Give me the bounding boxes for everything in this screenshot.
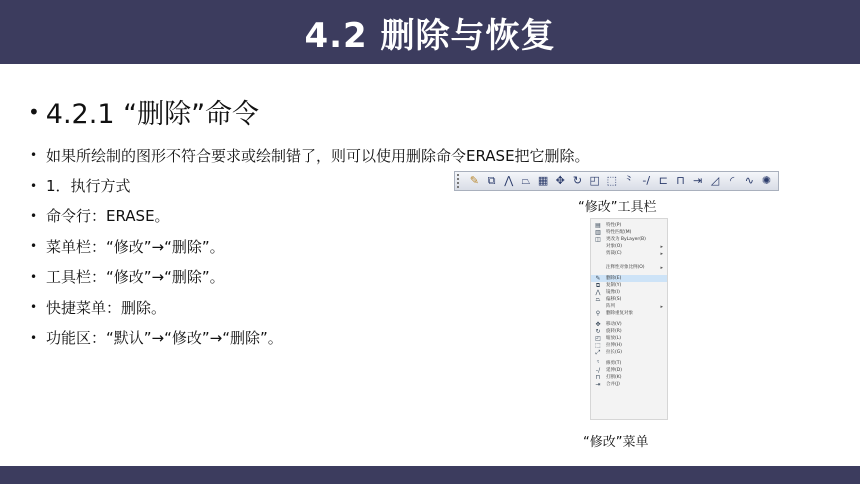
bullet-text: 如果所绘制的图形不符合要求或绘制错了，则可以使用删除命令ERASE把它删除。 — [46, 146, 590, 165]
submenu-arrow-icon: ▸ — [660, 264, 663, 271]
bullet-dot: • — [30, 148, 38, 163]
delete-duplicate-icon: ⚲ — [595, 309, 601, 317]
menu-item[interactable] — [591, 229, 667, 236]
menu-item-icon-blank — [593, 251, 603, 257]
menu-item[interactable] — [591, 328, 667, 335]
menu-item-label: 偏移(S) — [606, 296, 622, 302]
copy-icon: ⧉ — [595, 281, 601, 289]
menu-item[interactable] — [591, 381, 667, 388]
menu-item[interactable] — [591, 243, 667, 250]
modify-toolbar — [454, 171, 779, 191]
scale-icon[interactable]: ◰ — [589, 174, 600, 187]
menu-item-label: 移动(V) — [606, 321, 622, 327]
extend-icon[interactable]: -/ — [642, 174, 651, 187]
explode-icon[interactable]: ✺ — [761, 174, 772, 187]
bullet-text: 菜单栏：“修改”→“删除”。 — [46, 237, 225, 256]
menu-item-icon-blank — [593, 258, 603, 264]
bullet-text: 快捷菜单：删除。 — [46, 298, 167, 317]
submenu-arrow-icon: ▸ — [660, 250, 663, 257]
properties-icon: ▤ — [595, 221, 601, 229]
mirror-icon: ⋀ — [595, 288, 601, 296]
menu-item[interactable] — [591, 342, 667, 349]
menu-item[interactable] — [591, 296, 667, 303]
erase-icon[interactable]: ✎ — [469, 174, 479, 187]
bullet-dot: • — [30, 300, 38, 315]
copy-icon[interactable]: ⧉ — [487, 174, 496, 187]
section-heading — [28, 92, 259, 131]
menu-item-icon-blank — [593, 304, 603, 310]
move-icon: ✥ — [595, 320, 601, 328]
mirror-icon[interactable]: ⋀ — [504, 174, 514, 187]
bullet-text: 功能区：“默认”→“修改”→“删除”。 — [46, 329, 283, 348]
blend-curves-icon[interactable]: ∿ — [744, 174, 754, 187]
menu-item-label: 拉长(G) — [606, 349, 622, 355]
menu-item[interactable] — [591, 236, 667, 243]
stretch-icon: ⬚ — [595, 341, 601, 349]
menu-item-label: 延伸(D) — [606, 367, 622, 373]
bullet-dot: • — [30, 178, 38, 193]
menu-item-label: 打断(K) — [606, 374, 622, 380]
menu-item-label: 注释性对象比例(O) — [606, 264, 645, 270]
menu-item[interactable] — [591, 335, 667, 342]
menu-item-label: 缩放(L) — [606, 335, 622, 341]
menu-item-label: 镜像(I) — [606, 289, 620, 295]
title-bar — [0, 0, 860, 64]
bullet-dot: • — [30, 239, 38, 254]
bullet-text: 1．执行方式 — [46, 177, 131, 196]
menu-item[interactable] — [591, 349, 667, 356]
bullet-dot: • — [30, 208, 38, 223]
menu-item[interactable] — [591, 250, 667, 257]
menu-item[interactable] — [591, 374, 667, 381]
menu-item[interactable] — [591, 367, 667, 374]
menu-item[interactable] — [591, 303, 667, 310]
menu-item-label: 更改为 ByLayer(B) — [606, 236, 646, 242]
menu-item-label: 合并(J) — [606, 381, 620, 387]
menu-item[interactable] — [591, 289, 667, 296]
menu-item-label: 剪裁(C) — [606, 250, 622, 256]
section-heading-text: 4.2.1 “删除”命令 — [45, 99, 260, 130]
erase-icon: ✎ — [595, 274, 601, 282]
menu-item[interactable] — [591, 222, 667, 229]
menu-item-label: 拉伸(H) — [606, 342, 622, 348]
join-icon[interactable]: ⇥ — [693, 174, 703, 187]
menu-item-label: 删除(E) — [606, 275, 622, 281]
submenu-arrow-icon: ▸ — [660, 243, 663, 250]
menu-item[interactable] — [591, 321, 667, 328]
slide-title: 4.2 删除与恢复 — [304, 15, 556, 56]
rotate-icon[interactable]: ↻ — [572, 174, 583, 187]
rotate-icon: ↻ — [595, 327, 601, 335]
array-icon[interactable]: ▦ — [537, 174, 549, 187]
menu-item[interactable] — [591, 264, 667, 271]
join-icon: ⇥ — [595, 380, 601, 388]
lengthen-icon: ⤢ — [595, 348, 601, 356]
toolbar-caption: “修改”工具栏 — [578, 200, 657, 215]
break-icon: ⊓ — [595, 373, 601, 381]
menu-item-label: 特性(P) — [606, 222, 622, 228]
bullet-text: 命令行：ERASE。 — [46, 207, 170, 226]
submenu-arrow-icon: ▸ — [660, 303, 663, 310]
menu-item-label: 修剪(T) — [606, 360, 622, 366]
change-to-bylayer-icon: ◫ — [595, 235, 601, 243]
stretch-icon[interactable]: ⬚ — [606, 174, 618, 187]
break-icon[interactable]: ⊓ — [676, 174, 685, 187]
footer-bar — [0, 466, 860, 484]
move-icon[interactable]: ✥ — [555, 174, 565, 187]
menu-item — [591, 257, 667, 264]
menu-caption: “修改”菜单 — [583, 435, 649, 450]
fillet-icon[interactable]: ◜ — [730, 174, 735, 187]
bullet-dot: • — [30, 269, 38, 284]
break-at-point-icon[interactable]: ⊏ — [658, 174, 669, 187]
trim-icon: ⺀ — [594, 359, 601, 367]
offset-icon: ⏢ — [595, 295, 601, 303]
extend-icon: -/ — [595, 366, 601, 374]
trim-icon[interactable]: ⺀ — [623, 174, 635, 187]
menu-item[interactable] — [591, 282, 667, 289]
heading-bullet: • — [28, 99, 40, 124]
scale-icon: ◰ — [595, 334, 601, 342]
menu-item-icon-blank — [593, 244, 603, 250]
menu-item[interactable] — [591, 360, 667, 367]
bullet-text: 工具栏：“修改”→“删除”。 — [46, 268, 225, 287]
menu-item-label: 复制(Y) — [606, 282, 622, 288]
menu-item-label: 删除重复对象 — [606, 310, 633, 316]
menu-item-label: 特性匹配(M) — [606, 229, 632, 235]
menu-item-icon-blank — [593, 265, 603, 271]
menu-item[interactable] — [591, 275, 667, 282]
menu-item-label: 对象(O) — [606, 243, 623, 249]
menu-item-label: 旋转(R) — [606, 328, 622, 334]
match-properties-icon: ▥ — [595, 228, 601, 236]
menu-item[interactable] — [591, 310, 667, 317]
toolbar-grip-handle[interactable] — [457, 174, 462, 188]
offset-icon[interactable]: ⏢ — [521, 174, 531, 187]
bullet-dot: • — [30, 330, 38, 345]
bullet-item — [30, 140, 710, 170]
chamfer-icon[interactable]: ◿ — [710, 174, 720, 187]
modify-menu — [590, 218, 668, 420]
menu-item-label: 阵列 — [606, 303, 615, 309]
